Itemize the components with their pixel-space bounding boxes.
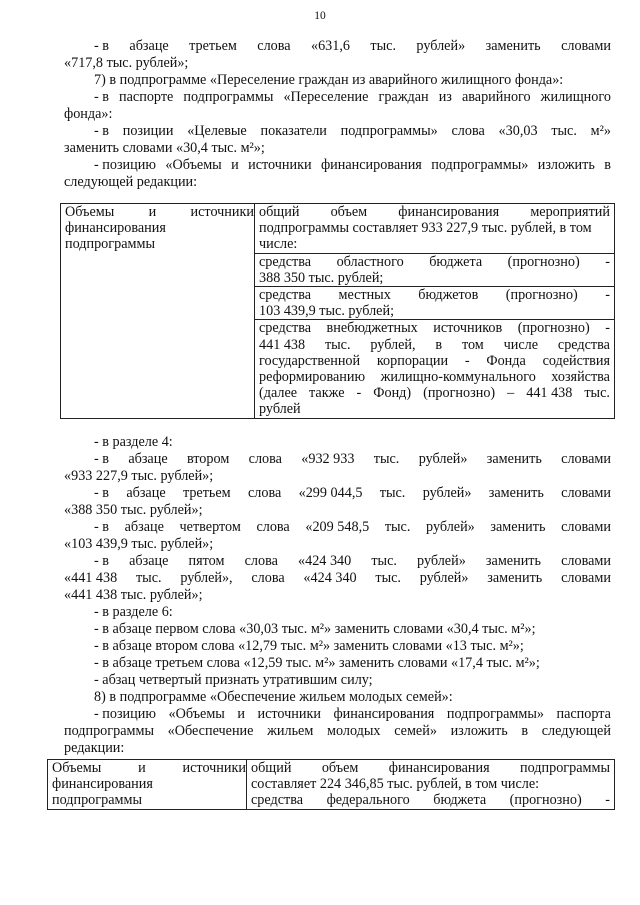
table-cell-funding-volumes <box>255 204 615 419</box>
word: абзаце <box>128 451 168 467</box>
text-line: «933 227,9 тыс. рублей»; <box>64 468 214 484</box>
word: тыс. <box>373 451 400 467</box>
funding-line: 388 350 тыс. рублей; <box>259 269 384 286</box>
word: - в <box>94 123 109 139</box>
word: источников <box>433 320 503 337</box>
text-line: заменить словами «30,4 тыс. м²»; <box>64 140 265 156</box>
word: (далее <box>259 385 298 402</box>
word: – <box>507 385 515 402</box>
word: - <box>356 385 362 402</box>
text-line: редакции: <box>64 740 125 756</box>
word: заменить <box>485 553 541 569</box>
word: подпрограммы» <box>340 123 438 139</box>
word: слова <box>248 485 282 501</box>
word: заменить <box>487 570 543 586</box>
word: источники <box>248 157 312 173</box>
word: подпрограммы <box>520 760 610 776</box>
word: словами <box>561 519 611 535</box>
word: четвертом <box>179 519 241 535</box>
word: также <box>309 385 345 402</box>
word: объем <box>330 204 368 220</box>
word: слова <box>251 570 285 586</box>
word: (прогнозно) <box>517 320 590 337</box>
word: пятом <box>188 553 225 569</box>
word: показатели <box>260 123 327 139</box>
word: подпрограммы <box>64 723 154 739</box>
word: Фонд) <box>373 385 412 402</box>
text-line <box>94 706 611 722</box>
word: слова <box>256 519 290 535</box>
funding-line <box>259 353 610 369</box>
text-line: фонда»: <box>64 106 113 122</box>
word: 441 438 <box>526 385 573 402</box>
word: рублей», <box>180 570 233 586</box>
text-line <box>94 451 611 467</box>
word: тыс. <box>551 123 577 139</box>
word: рублей» <box>418 451 468 467</box>
word: - в <box>94 38 109 54</box>
word: финансирования <box>333 706 435 722</box>
word: - <box>464 352 470 369</box>
word: «Обеспечение <box>167 723 254 739</box>
text-line: «717,8 тыс. рублей»; <box>64 55 189 71</box>
text-line: - в абзаце втором слова «12,79 тыс. м²» заменить словами «13 тыс. м²»; <box>94 638 524 654</box>
word: объем <box>321 760 359 776</box>
word: абзаце <box>129 38 169 54</box>
funding-table-resettlement <box>60 203 615 419</box>
label-line <box>52 760 246 776</box>
funding-source-item <box>255 286 614 319</box>
word: тыс. <box>384 519 411 535</box>
word: молодых <box>327 723 381 739</box>
label-line: подпрограммы <box>65 236 155 253</box>
word: - в <box>94 553 109 569</box>
word: слова <box>248 451 282 467</box>
page-number: 10 <box>314 10 326 22</box>
text-line: - в абзаце третьем слова «12,59 тыс. м²» заменить словами «17,4 тыс. м²»; <box>94 655 540 671</box>
funding-source-item <box>259 204 614 253</box>
word: слова <box>244 553 278 569</box>
funding-line <box>259 204 610 220</box>
word: рублей, <box>370 336 416 353</box>
text-line <box>94 38 611 54</box>
word: Объемы <box>52 760 102 776</box>
word: «Объемы <box>165 157 222 173</box>
word: (прогнозно) <box>507 253 580 270</box>
word: и <box>231 157 239 173</box>
table-cell-position-label <box>48 760 247 810</box>
word: тыс. <box>379 485 406 501</box>
word: содействия <box>542 352 610 369</box>
funding-line: подпрограммы составляет 933 227,9 тыс. рублей, в том <box>259 220 592 237</box>
word: том <box>461 336 484 353</box>
text-line: - в абзаце первом слова «30,03 тыс. м²» заменить словами «30,4 тыс. м²»; <box>94 621 536 637</box>
text-line: следующей редакции: <box>64 174 198 190</box>
funding-line: числе: <box>259 236 298 253</box>
word: тыс. <box>324 336 351 353</box>
text-line: - в разделе 4: <box>94 434 173 450</box>
word: - в <box>94 519 109 535</box>
word: областного <box>336 253 404 270</box>
text-line: «103 439,9 тыс. рублей»; <box>64 536 214 552</box>
word: общий <box>251 760 292 776</box>
word: - <box>605 320 610 337</box>
word: паспорте <box>119 89 174 105</box>
funding-line <box>251 792 610 808</box>
word: местных <box>338 287 391 304</box>
word: слова <box>451 123 485 139</box>
word: «424 340 <box>298 553 352 569</box>
word: источники <box>257 706 321 722</box>
word: тыс. <box>371 553 397 569</box>
word: заменить <box>488 485 544 501</box>
word: рублей» <box>417 553 466 569</box>
text-line: - абзац четвертый признать утратившим силу; <box>94 672 373 688</box>
funding-table-young-families <box>47 759 615 810</box>
word: средства <box>251 792 304 809</box>
word: финансирования <box>388 760 490 776</box>
table-cell-funding-volumes <box>247 760 615 810</box>
word: (прогнозно) <box>509 792 582 809</box>
word: и <box>138 760 146 776</box>
text-line <box>64 570 611 586</box>
word: паспорта <box>556 706 611 722</box>
label-line <box>65 204 254 220</box>
funding-source-item <box>255 253 614 286</box>
word: (прогнозно) <box>505 287 578 304</box>
funding-line <box>259 369 610 385</box>
word: жилищного <box>540 89 611 105</box>
word: абзаце <box>126 485 166 501</box>
word: тыс. <box>135 570 162 586</box>
word: в <box>435 336 443 353</box>
word: «30,03 <box>498 123 538 139</box>
word: граждан <box>378 89 429 105</box>
label-line: финансирования <box>52 776 153 793</box>
word: и <box>148 204 157 220</box>
word: - <box>605 792 610 809</box>
word: слова <box>257 38 291 54</box>
funding-line <box>259 337 610 353</box>
word: изложить <box>450 723 508 739</box>
word: словами <box>561 485 611 501</box>
word: словами <box>561 451 611 467</box>
word: средства <box>259 287 312 304</box>
word: тыс. <box>375 570 401 586</box>
word: заменить <box>490 519 546 535</box>
word: Объемы <box>65 204 115 220</box>
word: корпорации <box>376 352 449 369</box>
word: заменить <box>485 38 541 54</box>
text-line <box>94 519 611 535</box>
word: рублей» <box>419 570 469 586</box>
word: средства <box>259 253 312 270</box>
word: - позицию <box>94 706 156 722</box>
funding-line: составляет 224 346,85 тыс. рублей, в том числе: <box>251 776 540 793</box>
word: рублей» <box>426 519 475 535</box>
word: аварийного <box>461 89 531 105</box>
text-line <box>94 553 611 569</box>
word: бюджетов <box>418 287 479 304</box>
funding-line <box>251 760 610 776</box>
funding-line <box>259 287 610 303</box>
word: числе <box>503 336 539 353</box>
word: подпрограммы» <box>431 157 529 173</box>
word: 441 438 <box>259 336 306 353</box>
text-line: 8) в подпрограмме «Обеспечение жильем молодых семей»: <box>94 689 453 705</box>
word: м²» <box>590 123 611 139</box>
word: абзаце <box>129 553 169 569</box>
word: общий <box>259 204 300 220</box>
word: финансирования <box>398 204 500 220</box>
word: тыс. <box>370 38 396 54</box>
word: бюджета <box>433 792 487 809</box>
text-line: «388 350 тыс. рублей»; <box>64 502 203 518</box>
word: жилищно-коммунального <box>380 369 536 386</box>
word: финансирования <box>320 157 422 173</box>
word: словами <box>561 38 611 54</box>
word: «Переселение <box>283 89 369 105</box>
word: позиции <box>122 123 174 139</box>
word: источники <box>182 760 246 776</box>
word: «631,6 <box>310 38 350 54</box>
word: - в <box>94 451 109 467</box>
word: - позицию <box>94 157 156 173</box>
word: «Объемы <box>168 706 225 722</box>
word: средства <box>557 336 610 353</box>
word: третьем <box>182 485 231 501</box>
word: «441 438 <box>64 570 118 586</box>
word: заменить <box>486 451 542 467</box>
word: семей» <box>394 723 437 739</box>
label-line: финансирования <box>65 220 166 237</box>
word: - в <box>94 485 109 501</box>
text-line: - в разделе 6: <box>94 604 173 620</box>
word: мероприятий <box>530 204 610 220</box>
funding-source-item <box>255 319 614 417</box>
text-line: 7) в подпрограмме «Переселение граждан из аварийного жилищного фонда»: <box>94 72 564 88</box>
text-line <box>94 123 611 139</box>
funding-line: 103 439,9 тыс. рублей; <box>259 303 395 320</box>
funding-line <box>259 385 610 401</box>
word: следующей <box>541 723 611 739</box>
word: подпрограммы <box>183 89 274 105</box>
text-line <box>64 723 611 739</box>
word: словами <box>561 570 611 586</box>
word: «932 933 <box>301 451 355 467</box>
word: втором <box>186 451 230 467</box>
word: внебюджетных <box>326 320 418 337</box>
word: Фонда <box>486 352 526 369</box>
funding-line: рублей <box>259 401 301 418</box>
word: - <box>605 253 610 270</box>
funding-line <box>259 254 610 270</box>
word: «Целевые <box>187 123 247 139</box>
word: третьем <box>189 38 237 54</box>
word: реформированию <box>259 369 366 386</box>
word: и <box>237 706 245 722</box>
table-cell-position-label <box>61 204 255 419</box>
word: словами <box>561 553 611 569</box>
word: в <box>521 723 529 739</box>
word: из <box>438 89 452 105</box>
word: рублей» <box>422 485 472 501</box>
word: государственной <box>259 352 361 369</box>
word: изложить <box>537 157 595 173</box>
word: бюджета <box>429 253 483 270</box>
word: «299 044,5 <box>298 485 363 501</box>
text-line <box>94 89 611 105</box>
word: абзаце <box>124 519 164 535</box>
word: - <box>605 287 610 304</box>
word: «209 548,5 <box>305 519 370 535</box>
label-line: подпрограммы <box>52 792 142 809</box>
word: (прогнозно) <box>423 385 496 402</box>
word: тыс. <box>584 385 610 402</box>
word: федерального <box>326 792 410 809</box>
word: средства <box>259 320 312 337</box>
word: источники <box>190 204 254 220</box>
text-line <box>94 485 611 501</box>
word: в <box>604 157 611 173</box>
word: - в <box>94 89 109 105</box>
word: рублей» <box>416 38 466 54</box>
word: хозяйства <box>551 369 610 386</box>
funding-line <box>259 320 610 336</box>
word: «424 340 <box>303 570 357 586</box>
word: подпрограммы» <box>446 706 544 722</box>
text-line: «441 438 тыс. рублей»; <box>64 587 203 603</box>
text-line <box>94 157 611 173</box>
word: жильем <box>267 723 314 739</box>
